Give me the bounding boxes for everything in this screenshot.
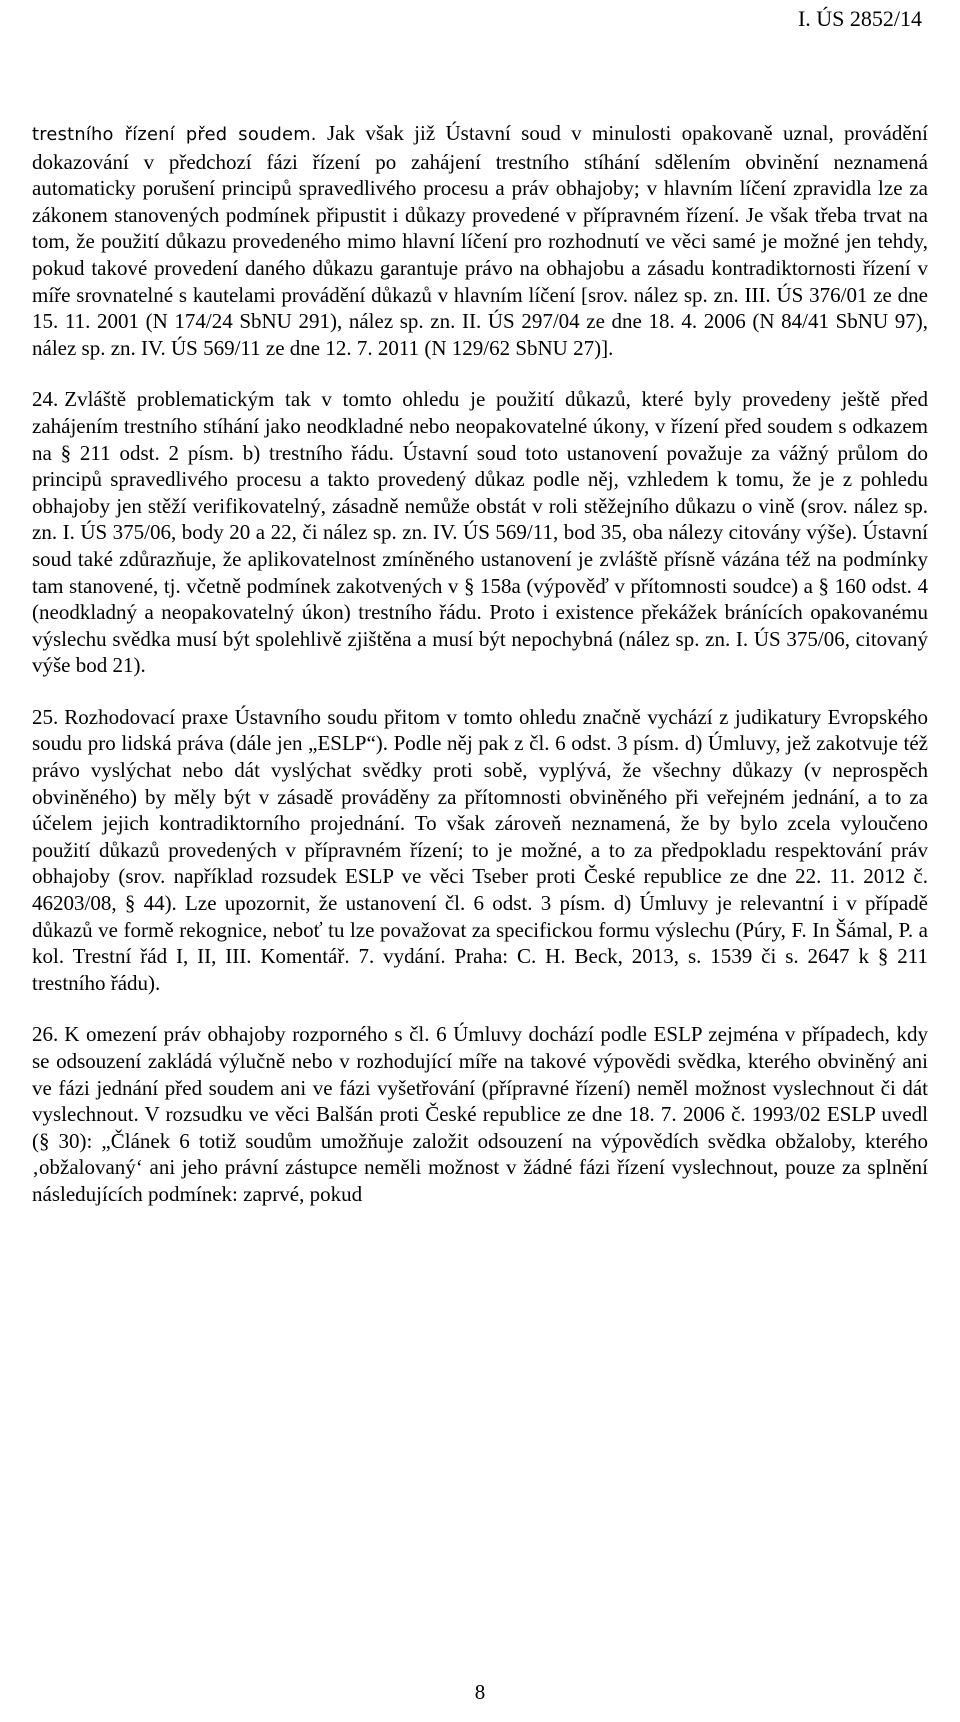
paragraph-text: Rozhodovací praxe Ústavního soudu přitom v tomto ohledu značně vychází z judikatury Evropského soudu pro lidská práva (dále jen „ESLP“). Podle něj pak z čl. 6 odst. 3 písm. d) Úmluvy, jež zakotvuje též právo vyslýchat nebo dát vyslýchat svědky proti sobě, vyplývá, že všechny důkazy (v neprospěch obviněného) by měly být v zásadě prováděny za přítomnosti obviněného při veřejném jednání, a to za účelem jejich kontradiktorního projednání. To však zároveň neznamená, že by bylo zcela vyloučeno použití důkazů provedených v přípravném řízení; to je možné, a to za předpokladu respektování práv obhajoby (srov. například rozsudek ESLP ve věci Tseber proti České republice ze dne 22. 11. 2012 č. 46203/08, § 44). Lze upozornit, že ustanovení čl. 6 odst. 3 písm. d) Úmluvy je relevantní i v případě důkazů ve formě rekognice, neboť tu lze považovat za specifickou formu výslechu (Púry, F. In Šámal, P. a kol. Trestní řád I, II, III. Komentář. 7. vydání. Praha: C. H. Beck, 2013, s. 1539 či s. 2647 k § 211 trestního řádu).	[32, 704, 928, 995]
paragraph-text-serif: Jak však již Ústavní soud v minulosti opakovaně uznal, provádění dokazování v předchozí fázi řízení po zahájení trestního stíhání sdělením obvinění neznamená automaticky porušení principů spravedlivého procesu a práv obhajoby; v hlavním líčení zpravidla lze za zákonem stanovených podmínek připustit i důkazy provedené v přípravném řízení.	[32, 121, 928, 227]
paragraph-24	[32, 386, 928, 679]
paragraph-text: K omezení práv obhajoby rozporného s čl. 6 Úmluvy dochází podle ESLP zejména v případech, kdy se odsouzení zakládá výlučně nebo v rozhodující míře na takové výpovědi svědka, kterého obviněný ani ve fázi jednání před soudem ani ve fázi vyšetřování (přípravné řízení) neměl možnost vyslechnout či dát vyslechnout. V rozsudku ve věci Balšán proti České republice ze dne 18. 7. 2006 č. 1993/02 ESLP uvedl (§ 30): „Článek 6 totiž soudům umožňuje založit odsouzení na výpovědích svědka obžaloby, kterého ‚obžalovaný‘ ani jeho právní zástupce neměli možnost v žádné fázi řízení vyslechnout, pouze za splnění následujících podmínek: zaprvé, pokud	[32, 1022, 928, 1206]
case-number-header: I. ÚS 2852/14	[797, 6, 922, 31]
paragraph-number: 26.	[32, 1022, 59, 1047]
paragraph-continuation	[32, 120, 928, 361]
paragraph-text-serif-2: Je však třeba trvat na tom, že použití důkazu provedeného mimo hlavní líčení pro rozhodnutí ve věci samé je možné jen tehdy, pokud takové provedení daného důkazu garantuje právo na obhajobu a zásadu kontradiktornosti řízení v míře srovnatelné s kautelami provádění důkazů v hlavním líčení [srov. nález sp. zn. III. ÚS 376/01 ze dne 15. 11. 2001 (N 174/24 SbNU 291), nález sp. zn. II. ÚS 297/04 ze dne 18. 4. 2006 (N 84/41 SbNU 97), nález sp. zn. IV. ÚS 569/11 ze dne 12. 7. 2011 (N 129/62 SbNU 27)].	[32, 202, 928, 360]
paragraph-number: 25.	[32, 704, 59, 729]
paragraph-26	[32, 1021, 928, 1207]
paragraph-text-sans: trestního řízení před soudem.	[32, 124, 317, 145]
document-body	[32, 120, 928, 1233]
paragraph-25	[32, 704, 928, 997]
page-number: 8	[474, 1680, 486, 1704]
paragraph-text: Zvláště problematickým tak v tomto ohledu je použití důkazů, které byly provedeny ještě před zahájením trestního stíhání jako neodkladné nebo neopakovatelné úkony, v řízení před soudem s odkazem na § 211 odst. 2 písm. b) trestního řádu. Ústavní soud toto ustanovení považuje za vážný průlom do principů spravedlivého procesu a takto provedený důkaz podle něj, vzhledem k tomu, že je z pohledu obhajoby jen stěží verifikovatelný, zásadně nemůže obstát v roli stěžejního důkazu o vině (srov. nález sp. zn. I. ÚS 375/06, body 20 a 22, či nález sp. zn. IV. ÚS 569/11, bod 35, oba nálezy citovány výše). Ústavní soud také zdůrazňuje, že aplikovatelnost zmíněného ustanovení je zvláště přísně vázána též na podmínky tam stanovené, tj. včetně podmínek zakotvených v § 158a (výpověď v přítomnosti soudce) a § 160 odst. 4 (neodkladný a neopakovatelný úkon) trestního řádu. Proto i existence překážek bránících opakovanému výslechu svědka musí být spolehlivě zjištěna a musí být nepochybná (nález sp. zn. I. ÚS 375/06, citovaný výše bod 21).	[32, 387, 928, 678]
paragraph-number: 24.	[32, 387, 59, 412]
